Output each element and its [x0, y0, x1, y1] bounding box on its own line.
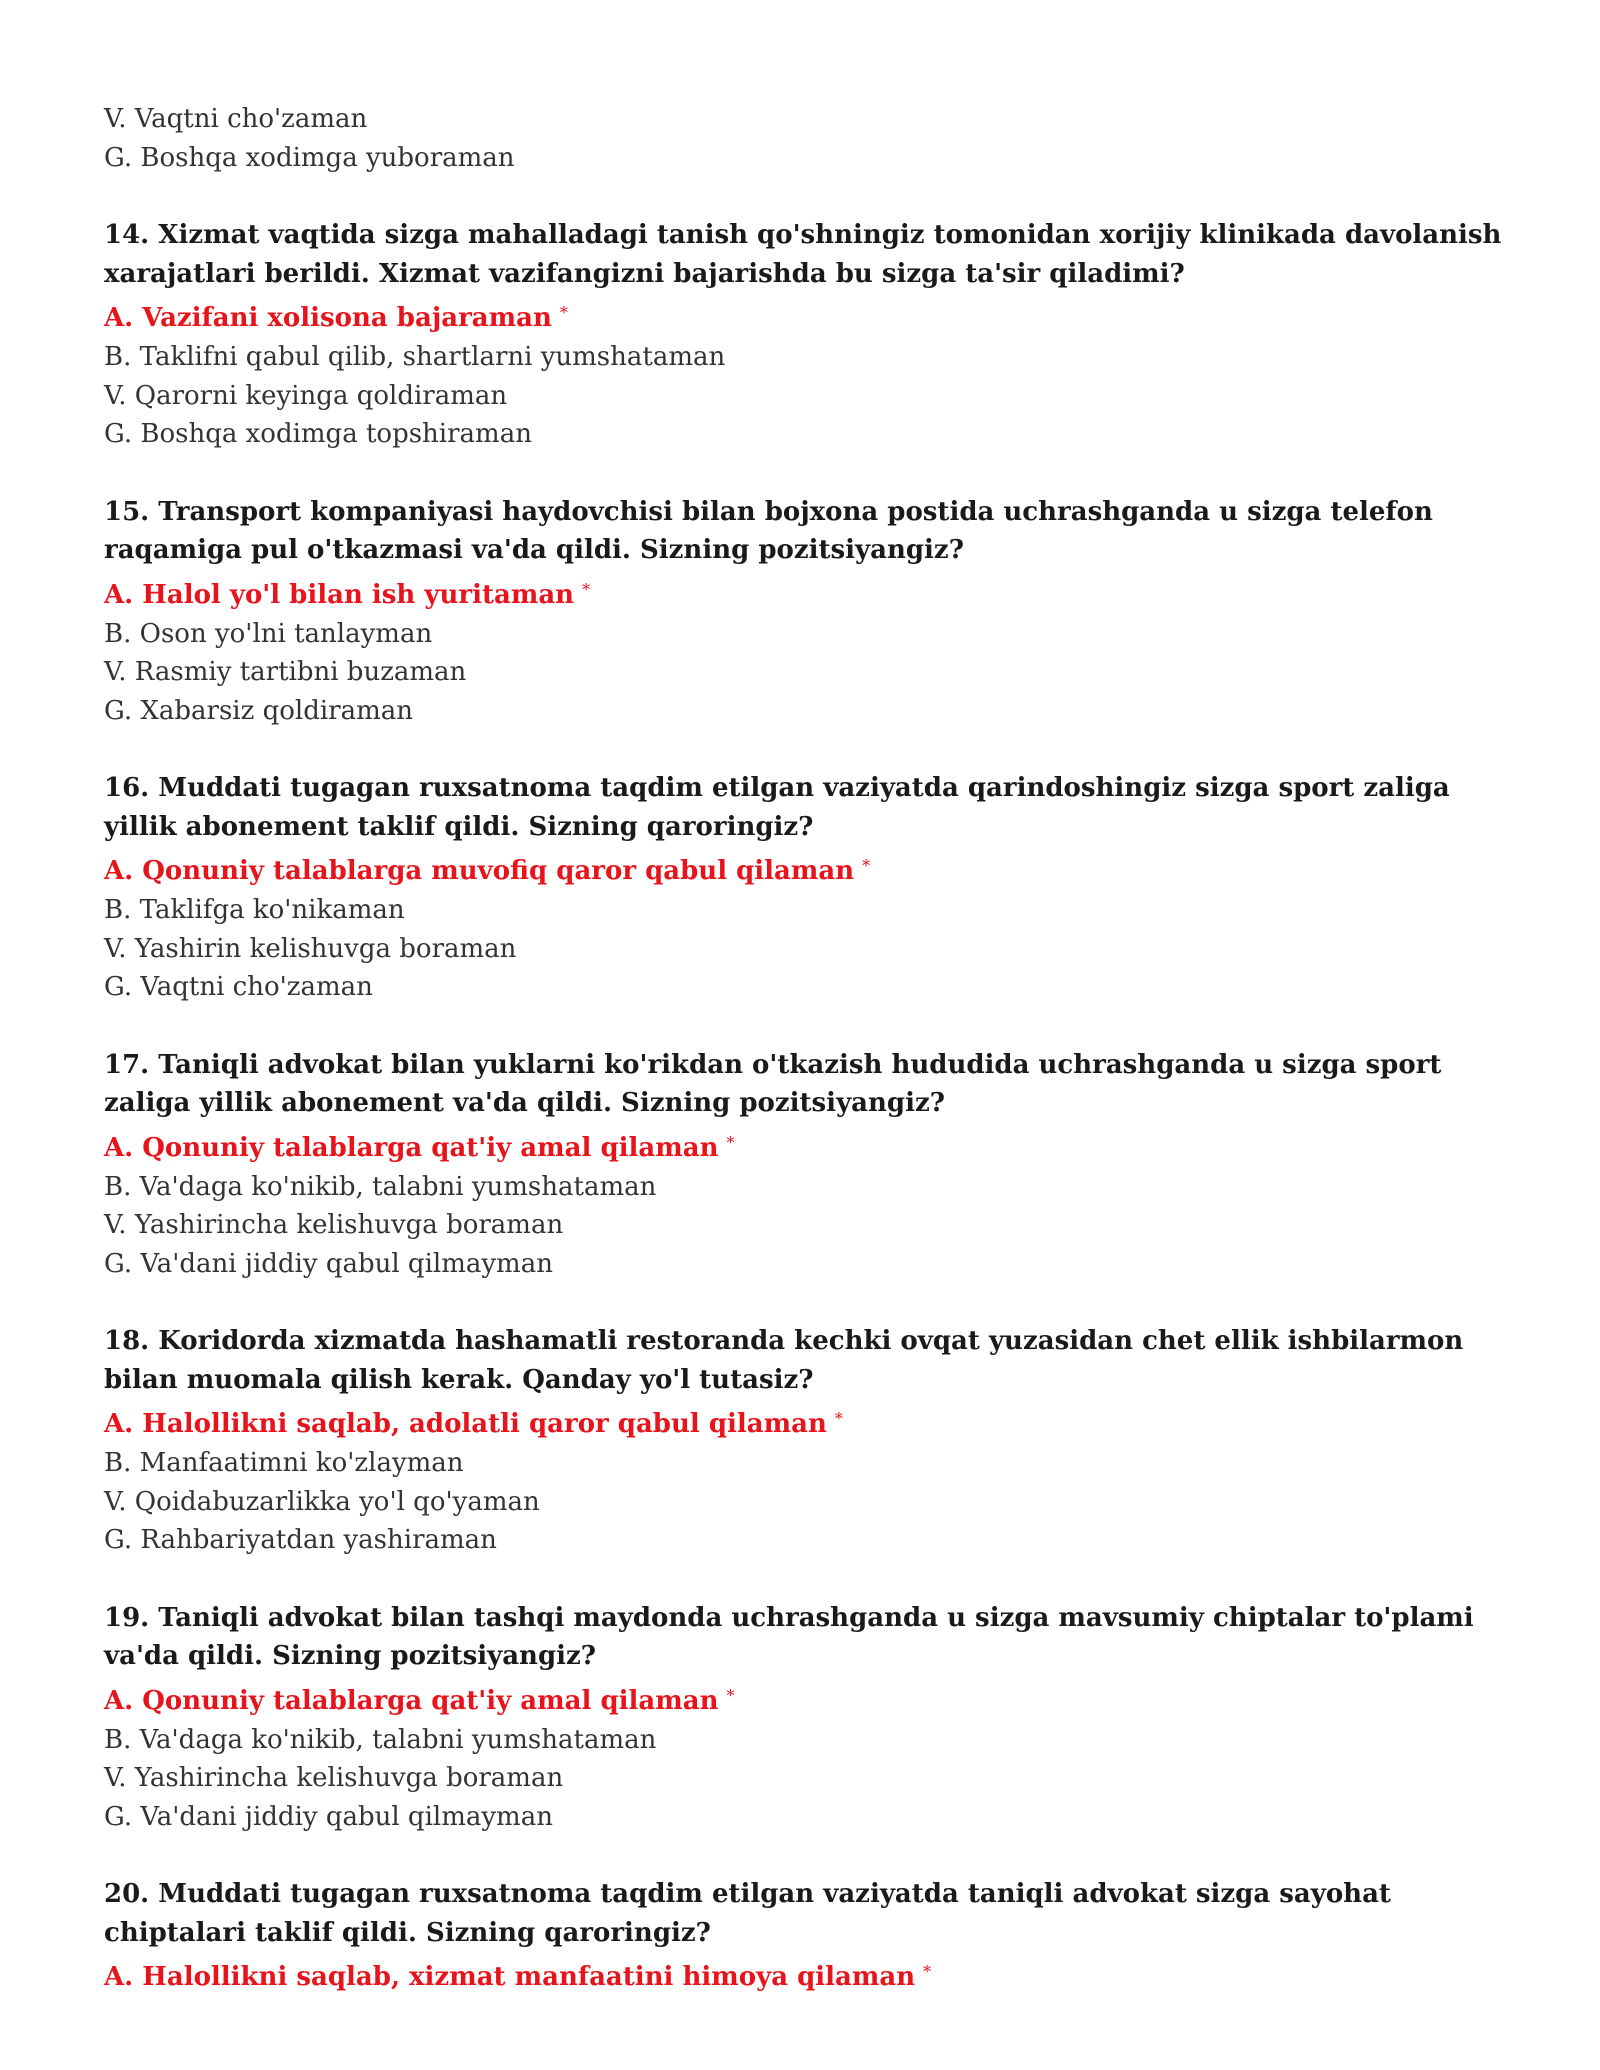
- option-text: G. Va'dani jiddiy qabul qilmayman: [104, 1248, 553, 1279]
- question-block-17: [104, 1046, 1504, 1284]
- correct-mark: *: [726, 1132, 735, 1152]
- question-text: 17. Taniqli advokat bilan yuklarni ko'rikdan o'tkazish hududida uchrashganda u sizga sport zaliga yillik abonement va'da qildi. Sizning pozitsiyangiz?: [104, 1049, 1442, 1118]
- correct-mark: *: [559, 303, 568, 322]
- option-text: V. Qarorni keyinga qoldiraman: [104, 380, 508, 411]
- question-block-19: [104, 1599, 1504, 1837]
- question-block-16: [104, 769, 1504, 1007]
- correct-answer: A. Vazifani xolisona bajaraman *: [104, 303, 568, 333]
- correct-answer: A. Qonuniy talablarga qat'iy amal qilaman *: [104, 1132, 735, 1163]
- correct-mark: *: [582, 579, 591, 599]
- option-text: B. Manfaatimni ko'zlayman: [104, 1448, 464, 1478]
- question-text: 15. Transport kompaniyasi haydovchisi bilan bojxona postida uchrashganda u sizga telefon raqamiga pul o'tkazmasi va'da qildi. Sizning pozitsiyangiz?: [104, 496, 1433, 565]
- correct-answer: A. Halol yo'l bilan ish yuritaman *: [104, 579, 591, 610]
- correct-mark: *: [834, 1409, 843, 1428]
- correct-mark: *: [923, 1962, 932, 1981]
- option-text: G. Va'dani jiddiy qabul qilmayman: [104, 1801, 553, 1832]
- question-block-18: [104, 1322, 1504, 1560]
- correct-mark: *: [862, 856, 871, 875]
- option-text: G. Boshqa xodimga topshiraman: [104, 419, 532, 449]
- option-text: G. Boshqa xodimga yuboraman: [104, 142, 515, 173]
- option-text: B. Taklifga ko'nikaman: [104, 895, 405, 925]
- question-block-15: [104, 493, 1504, 731]
- option-text: V. Rasmiy tartibni buzaman: [104, 657, 467, 687]
- correct-answer: A. Qonuniy talablarga muvofiq qaror qabul qilaman *: [104, 856, 871, 886]
- correct-answer: A. Qonuniy talablarga qat'iy amal qilaman *: [104, 1685, 735, 1716]
- document-page: [104, 100, 1504, 2036]
- option-text: V. Qoidabuzarlikka yo'l qo'yaman: [104, 1486, 540, 1517]
- question-text: 20. Muddati tugagan ruxsatnoma taqdim etilgan vaziyatda taniqli advokat sizga sayohat chiptalari taklif qildi. Sizning qaroringiz?: [104, 1879, 1391, 1948]
- option-text: V. Yashirin kelishuvga boraman: [104, 933, 517, 964]
- option-text: B. Va'daga ko'nikib, talabni yumshataman: [104, 1171, 657, 1202]
- correct-answer: A. Halollikni saqlab, adolatli qaror qabul qilaman *: [104, 1409, 843, 1439]
- option-text: B. Oson yo'lni tanlayman: [104, 618, 433, 649]
- option-text: B. Va'daga ko'nikib, talabni yumshataman: [104, 1724, 657, 1755]
- option-text: G. Xabarsiz qoldiraman: [104, 695, 413, 726]
- option-text: V. Yashirincha kelishuvga boraman: [104, 1210, 564, 1240]
- option-text: G. Vaqtni cho'zaman: [104, 972, 373, 1002]
- question-block-20: [104, 1875, 1504, 1997]
- correct-mark: *: [726, 1685, 735, 1705]
- question-text: 16. Muddati tugagan ruxsatnoma taqdim etilgan vaziyatda qarindoshingiz sizga sport zaliga yillik abonement taklif qildi. Sizning qaroringiz?: [104, 773, 1450, 842]
- correct-answer: A. Halollikni saqlab, xizmat manfaatini himoya qilaman *: [104, 1962, 932, 1992]
- question-block-14: [104, 216, 1504, 454]
- leading-options: [104, 100, 1504, 177]
- option-text: G. Rahbariyatdan yashiraman: [104, 1525, 497, 1555]
- option-text: V. Yashirincha kelishuvga boraman: [104, 1763, 564, 1793]
- option-text: V. Vaqtni cho'zaman: [104, 104, 368, 134]
- question-text: 19. Taniqli advokat bilan tashqi maydonda uchrashganda u sizga mavsumiy chiptalar to'plami va'da qildi. Sizning pozitsiyangiz?: [104, 1602, 1474, 1671]
- question-text: 14. Xizmat vaqtida sizga mahalladagi tanish qo'shningiz tomonidan xorijiy klinikada davolanish xarajatlari berildi. Xizmat vazifangizni bajarishda bu sizga ta'sir qiladimi?: [104, 220, 1502, 289]
- question-text: 18. Koridorda xizmatda hashamatli restoranda kechki ovqat yuzasidan chet ellik ishbilarmon bilan muomala qilish kerak. Qanday yo'l tutasiz?: [104, 1326, 1464, 1395]
- option-text: B. Taklifni qabul qilib, shartlarni yumshataman: [104, 342, 726, 372]
